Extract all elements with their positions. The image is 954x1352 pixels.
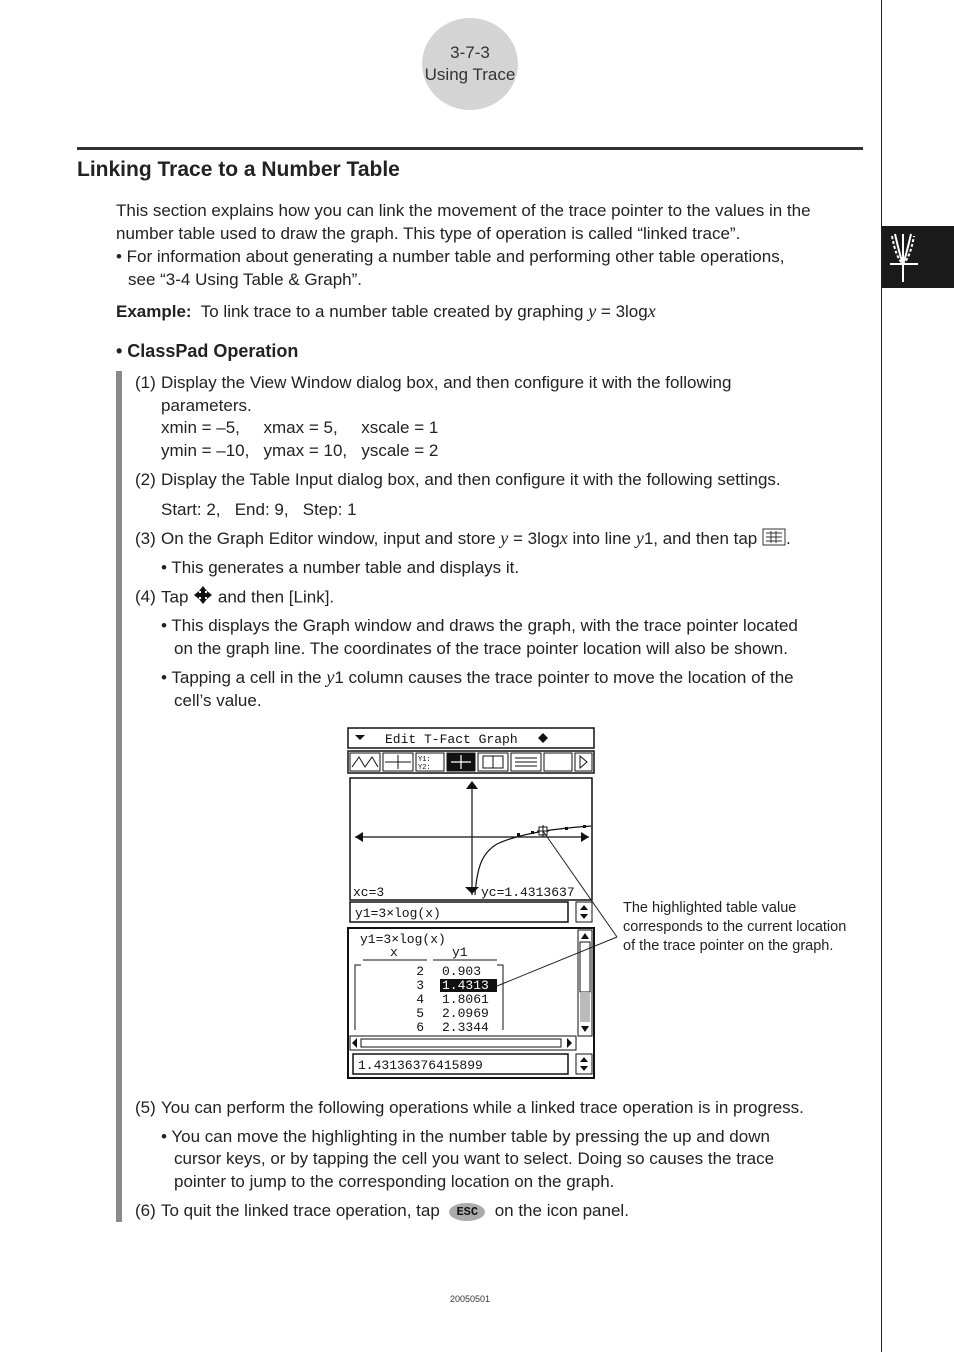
- step-4-bullet-1-line-2: on the graph line. The coordinates of the trace pointer location will also be shown.: [174, 639, 788, 658]
- step-2-number: (2): [135, 470, 156, 489]
- step-5-bullet-line-1: • You can move the highlighting in the number table by pressing the up and down: [161, 1127, 770, 1146]
- step-1-line-3: xmin = –5, xmax = 5, xscale = 1: [161, 418, 439, 437]
- step-3-bullet: • This generates a number table and displays it.: [161, 558, 520, 577]
- step-3-line-1: On the Graph Editor window, input and store y = 3logx into line y1, and then tap .: [161, 527, 791, 552]
- step-5-line-1: You can perform the following operations while a linked trace operation is in progress.: [161, 1098, 804, 1117]
- footer-code: 20050501: [449, 1294, 491, 1304]
- step-2-line-2: Start: 2, End: 9, Step: 1: [161, 500, 357, 519]
- operation-heading: • ClassPad Operation: [116, 341, 299, 361]
- trace-x-readout: xc=3: [353, 885, 385, 900]
- section-title: Using Trace: [424, 65, 516, 84]
- trace-y-readout: yc=1.4313637: [481, 885, 575, 900]
- table-cell-y1: 1.4313: [442, 978, 489, 993]
- step-1-line-4: ymin = –10, ymax = 10, yscale = 2: [161, 441, 439, 460]
- table-col-x: x: [390, 945, 398, 960]
- intro-bullet-line-2: see “3-4 Using Table & Graph”.: [128, 270, 363, 289]
- intro-bullet-line-1: • For information about generating a number table and performing other table operations,: [116, 247, 785, 266]
- function-entry: y1=3×log(x): [355, 906, 441, 921]
- step-4-number: (4): [135, 587, 156, 606]
- intro-line-1: This section explains how you can link the movement of the trace pointer to the values in the: [116, 201, 811, 220]
- svg-text:Y1:: Y1:: [418, 756, 431, 764]
- table-cell-y1: 2.0969: [442, 1006, 489, 1021]
- table-cell-x: 4: [416, 992, 424, 1007]
- example-text: To link trace to a number table created by graphing: [200, 302, 584, 321]
- callout-text: The highlighted table value corresponds to the current location of the trace pointer on the graph.: [623, 900, 847, 954]
- cell-value: 1.43136376415899: [358, 1058, 483, 1073]
- step-4-bullet-1-line-1: • This displays the Graph window and draws the graph, with the trace pointer located: [161, 616, 798, 635]
- table-cell-x: 5: [416, 1006, 424, 1021]
- step-1-line-1: Display the View Window dialog box, and then configure it with the following: [161, 373, 732, 392]
- table-cell-y1: 2.3344: [442, 1020, 489, 1035]
- section-number: 3-7-3: [450, 43, 490, 62]
- example-line: Example: To link trace to a number table created by graphing y = 3logx: [116, 301, 656, 321]
- table-cell-x: 2: [416, 964, 424, 979]
- step-6-number: (6): [135, 1201, 156, 1220]
- page-heading: Linking Trace to a Number Table: [77, 158, 400, 181]
- menu-text: Edit T-Fact Graph: [385, 732, 518, 747]
- step-1-line-2: parameters.: [161, 396, 252, 415]
- step-5-number: (5): [135, 1098, 156, 1117]
- example-label: Example:: [116, 302, 192, 321]
- svg-text:Y2:: Y2:: [418, 764, 431, 772]
- step-4-bullet-2-line-1: • Tapping a cell in the y1 column causes the trace pointer to move the location of the: [161, 667, 794, 687]
- esc-key-icon: ESC: [449, 1203, 485, 1221]
- step-4-line-1: Tap and then [Link].: [161, 585, 334, 611]
- table-cell-x: 6: [416, 1020, 424, 1035]
- table-cell-x: 3: [416, 978, 424, 993]
- table-col-y1: y1: [452, 945, 468, 960]
- table-cell-y1: 1.8061: [442, 992, 489, 1007]
- table-function: y1=3×log(x): [360, 932, 446, 947]
- step-5-bullet-line-3: pointer to jump to the corresponding location on the graph.: [174, 1172, 615, 1191]
- step-3-number: (3): [135, 529, 156, 548]
- table-cell-y1: 0.903: [442, 964, 482, 979]
- intro-line-2: number table used to draw the graph. This type of operation is called “linked trace”.: [116, 224, 741, 243]
- step-4-bullet-2-line-2: cell’s value.: [174, 691, 262, 710]
- step-1-number: (1): [135, 373, 156, 392]
- step-2-line-1: Display the Table Input dialog box, and then configure it with the following settings.: [161, 470, 781, 489]
- step-5-bullet-line-2: cursor keys, or by tapping the cell you want to select. Doing so causes the trace: [174, 1149, 775, 1168]
- step-6-line-1: To quit the linked trace operation, tap ESC on the icon panel.: [161, 1201, 629, 1220]
